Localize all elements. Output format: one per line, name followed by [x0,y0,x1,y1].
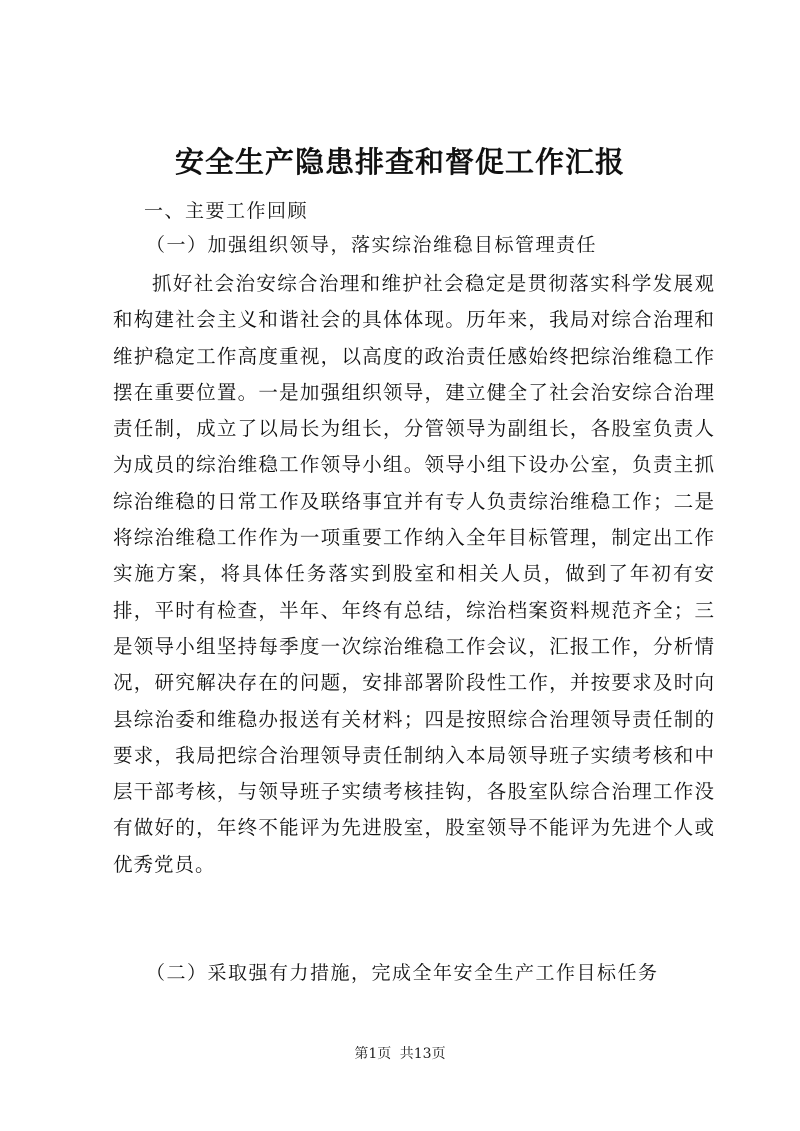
subsection-1-paragraph: 抓好社会治安综合治理和维护社会稳定是贯彻落实科学发展观和构建社会主义和谐社会的具体体现。历年来，我局对综合治理和维护稳定工作高度重视，以高度的政治责任感始终把综治维稳工作摆在重要位置。一是加强组织领导，建立健全了社会治安综合治理责任制，成立了以局长为组长，分管领导为副组长，各股室负责人为成员的综治维稳工作领导小组。领导小组下设办公室，负责主抓综治维稳的日常工作及联络事宜并有专人负责综治维稳工作；二是将综治维稳工作作为一项重要工作纳入全年目标管理，制定出工作实施方案，将具体任务落实到股室和相关人员，做到了年初有安排，平时有检查，半年、年终有总结，综治档案资料规范齐全；三是领导小组坚持每季度一次综治维稳工作会议，汇报工作，分析情况，研究解决存在的问题，安排部署阶段性工作，并按要求及时向县综治委和维稳办报送有关材料；四是按照综合治理领导责任制的要求，我局把综合治理领导责任制纳入本局领导班子实绩考核和中层干部考核，与领导班子实绩考核挂钩，各股室队综合治理工作没有做好的，年终不能评为先进股室，股室领导不能评为先进个人或优秀党员。 [113,272,715,876]
document-title: 安全生产隐患排查和督促工作汇报 [174,145,625,179]
page-total: 共13页 [399,1046,446,1062]
page-footer [0,1044,800,1064]
subsection-heading-2: （二）采取强有力措施，完成全年安全生产工作目标任务 [146,962,659,984]
subsection-heading-1: （一）加强组织领导，落实综治维稳目标管理责任 [146,234,598,256]
page-number: 第1页 [354,1046,392,1062]
section-heading-main-work-review: 一、主要工作回顾 [144,200,309,222]
